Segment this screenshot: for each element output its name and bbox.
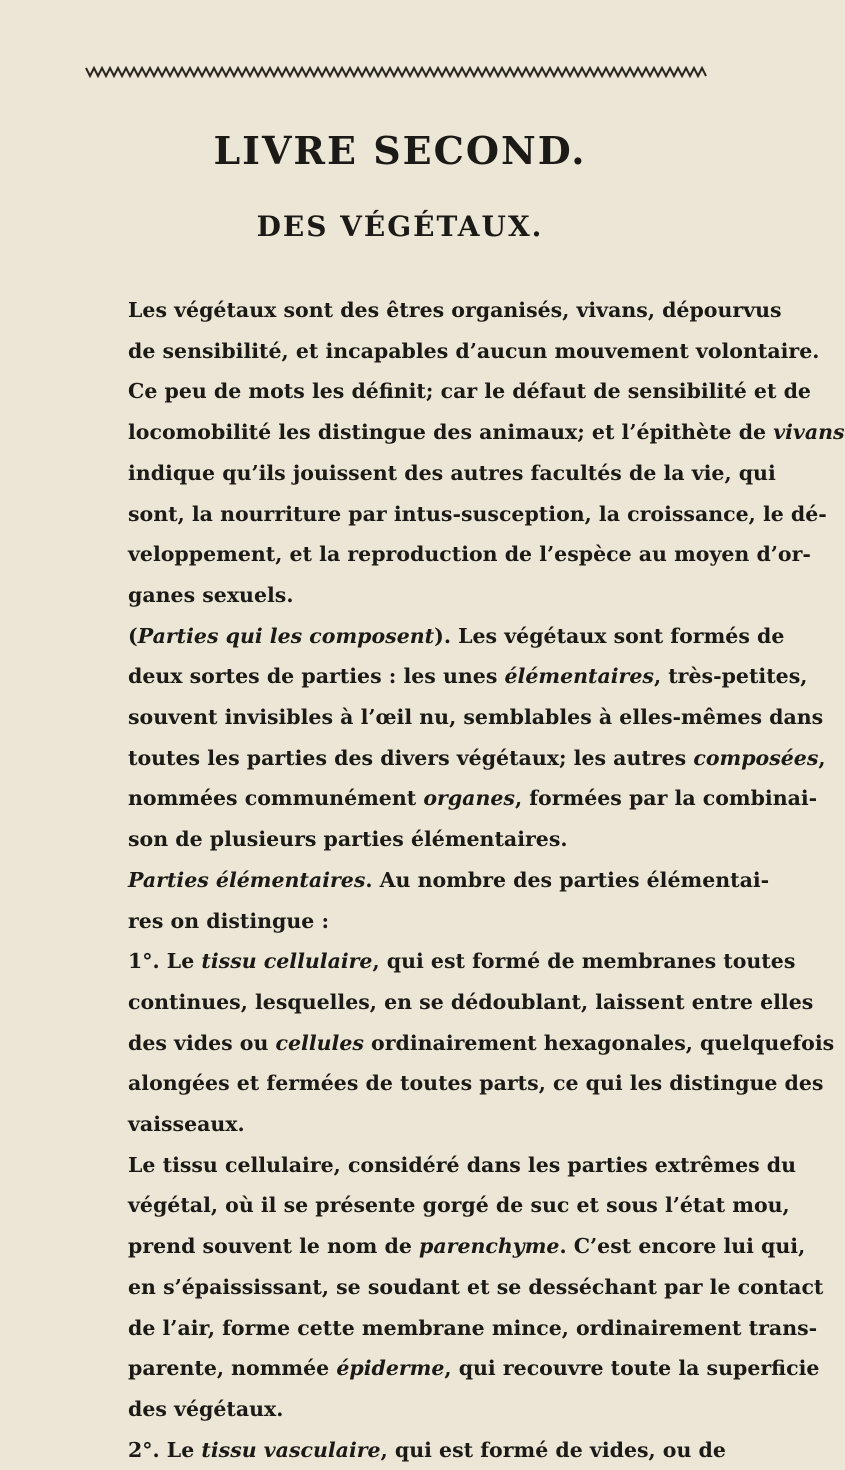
- text-fragment: deux sortes de parties : les unes: [128, 664, 505, 689]
- text-fragment: toutes les parties des divers végétaux; les autres: [128, 745, 694, 770]
- text-fragment: ,: [818, 745, 826, 770]
- term-tissu-cellulaire: tissu cellulaire: [201, 949, 373, 974]
- text-line: Ce peu de mots les définit; car le défaut de sensibilité et de: [128, 379, 811, 404]
- paragraph-elementaires: [94, 860, 770, 941]
- main-text: [94, 290, 845, 1470]
- text-line: ganes sexuels.: [128, 582, 294, 607]
- text-line: [94, 1430, 726, 1470]
- text-fragment: , qui est formé de membranes toutes: [372, 949, 796, 974]
- text-line: [94, 738, 826, 779]
- text-line: Le tissu cellulaire, considéré dans les parties extrêmes du: [128, 1152, 797, 1177]
- text-line: [94, 860, 770, 901]
- text-line: alongées et fermées de toutes parts, ce qui les distingue des: [128, 1071, 824, 1096]
- text-line: de sensibilité, et incapables d’aucun mouvement volontaire.: [128, 338, 820, 363]
- paragraph-parenchyme: [94, 1145, 824, 1430]
- text-fragment: des vides ou: [128, 1030, 276, 1055]
- term-epiderme: épiderme: [336, 1356, 445, 1381]
- text-line: veloppement, et la reproduction de l’espèce au moyen d’or-: [128, 542, 811, 567]
- text-line: [94, 941, 796, 982]
- text-fragment: 1°. Le: [128, 949, 202, 974]
- text-fragment: , qui est formé de vides, ou de: [380, 1437, 726, 1462]
- paragraph-tissu-vasculaire: [94, 1430, 726, 1470]
- text-line: de l’air, forme cette membrane mince, ordinairement trans-: [128, 1315, 818, 1340]
- text-fragment: ordinairement hexagonales, quelquefois: [363, 1030, 835, 1055]
- paragraph-definition: [94, 290, 845, 616]
- text-line: continues, lesquelles, en se dédoublant, laissent entre elles: [128, 989, 814, 1014]
- text-line: indique qu’ils jouissent des autres facultés de la vie, qui: [128, 460, 776, 485]
- text-fragment: parente, nommée: [128, 1356, 337, 1381]
- decorative-border-ornament: [86, 64, 706, 80]
- text-fragment: ). Les végétaux sont formés de: [434, 623, 785, 648]
- term-organes: organes: [423, 786, 515, 811]
- term-parenchyme: parenchyme: [419, 1234, 560, 1259]
- term-composees: composées: [693, 745, 819, 770]
- term-parties-composent: Parties qui les composent: [137, 623, 435, 648]
- term-cellules: cellules: [275, 1030, 364, 1055]
- text-line: vaisseaux.: [128, 1112, 245, 1137]
- paragraph-tissu-cellulaire: [94, 941, 835, 1145]
- text-fragment: (: [128, 623, 138, 648]
- text-fragment: . C’est encore lui qui,: [559, 1234, 806, 1259]
- text-line: son de plusieurs parties élémentaires.: [128, 827, 568, 852]
- text-line: souvent invisibles à l’œil nu, semblables à elles-mêmes dans: [128, 705, 824, 730]
- text-line: végétal, où il se présente gorgé de suc et sous l’état mou,: [128, 1193, 790, 1218]
- text-line: [94, 1348, 820, 1389]
- text-fragment: . Au nombre des parties élémentai-: [365, 867, 770, 892]
- text-fragment: , très-petites,: [653, 664, 808, 689]
- text-line: [94, 1226, 806, 1267]
- text-fragment: , formées par la combinai-: [514, 786, 818, 811]
- term-tissu-vasculaire: tissu vasculaire: [201, 1437, 381, 1462]
- text-line: [94, 1023, 835, 1064]
- text-fragment: , qui recouvre toute la superficie: [444, 1356, 820, 1381]
- text-fragment: nommées communément: [128, 786, 424, 811]
- text-fragment: 2°. Le: [128, 1437, 202, 1462]
- text-line: Les végétaux sont des êtres organisés, vivans, dépourvus: [128, 298, 782, 322]
- text-fragment: prend souvent le nom de: [128, 1234, 420, 1259]
- text-line: [94, 616, 785, 657]
- text-line: [94, 656, 808, 697]
- text-line: res on distingue :: [128, 908, 330, 933]
- term-parties-elementaires: Parties élémentaires: [128, 867, 366, 892]
- text-line: des végétaux.: [128, 1396, 284, 1421]
- text-line: en s’épaississant, se soudant et se desséchant par le contact: [128, 1274, 824, 1299]
- paragraph-parties: [94, 616, 826, 860]
- text-line: [94, 778, 818, 819]
- section-title: DES VÉGÉTAUX.: [256, 210, 544, 243]
- text-fragment: locomobilité les distingue des animaux; et l’épithète de: [128, 420, 774, 445]
- text-line: sont, la nourriture par intus-susception, la croissance, le dé-: [128, 501, 827, 526]
- book-title: LIVRE SECOND.: [213, 128, 587, 173]
- term-vivans: vivans: [773, 420, 845, 445]
- text-line: [94, 412, 845, 453]
- term-elementaires: élémentaires: [504, 664, 654, 689]
